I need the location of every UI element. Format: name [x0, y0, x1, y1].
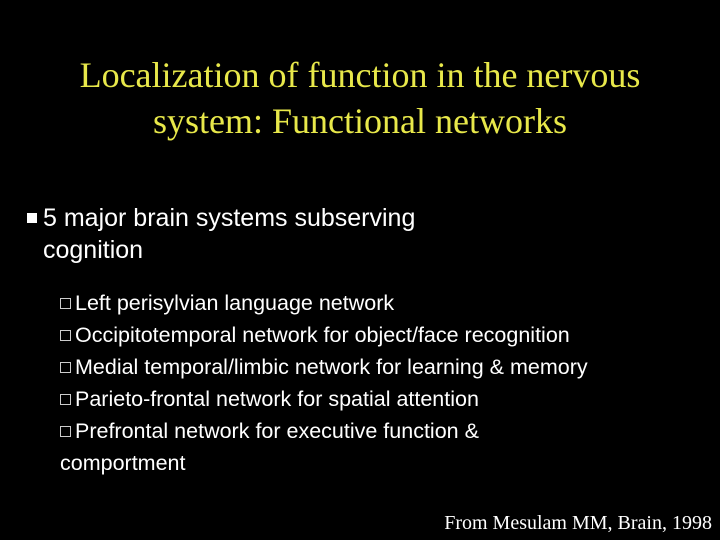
main-bullet-line-2: cognition	[43, 236, 144, 264]
hollow-square-icon	[60, 426, 71, 437]
main-bullet-line-1: 5 major brain systems subserving	[43, 204, 416, 232]
sub-bullet-item	[60, 383, 710, 415]
title-line-2: system: Functional networks	[153, 101, 567, 141]
sub-bullet-text: Left perisylvian language network	[75, 291, 395, 315]
hollow-square-icon	[60, 394, 71, 405]
source-credit: From Mesulam MM, Brain, 1998	[444, 512, 712, 534]
sub-bullet-list	[60, 287, 710, 479]
sub-bullet-item	[60, 287, 710, 319]
hollow-square-icon	[60, 298, 71, 309]
sub-bullet-text: Prefrontal network for executive function & comportment	[60, 419, 479, 475]
slide-title	[20, 52, 700, 144]
sub-bullet-item	[60, 415, 600, 479]
sub-bullet-text: Medial temporal/limbic network for learning & memory	[75, 355, 588, 379]
sub-bullet-text: Parieto-frontal network for spatial attention	[75, 387, 479, 411]
title-line-1: Localization of function in the nervous	[79, 55, 641, 95]
main-bullet	[20, 202, 540, 266]
sub-bullet-text: Occipitotemporal network for object/face recognition	[75, 323, 570, 347]
sub-bullet-item	[60, 319, 710, 351]
hollow-square-icon	[60, 330, 71, 341]
sub-bullet-item	[60, 351, 710, 383]
hollow-square-icon	[60, 362, 71, 373]
filled-square-icon	[27, 213, 37, 223]
